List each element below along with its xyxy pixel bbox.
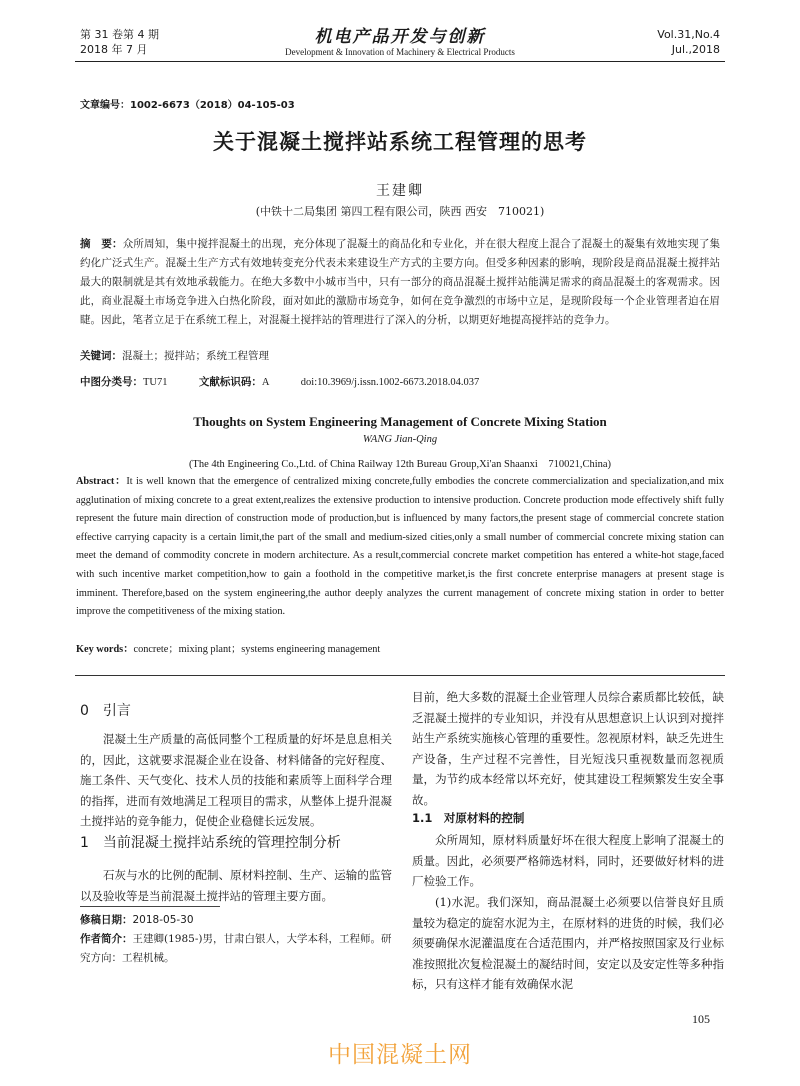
paper-title: 关于混凝土搅拌站系统工程管理的思考: [213, 130, 587, 154]
section-0-paragraph: 混凝土生产质量的高低同整个工程质量的好坏是息息相关的，因此，这就要求混凝企业在设备、材料储备的完好程度、施工条件、天气变化、技术人员的技能和素质等上面科学合理的指挥，进而有效地满足工程项目的需求，从整体上提升混凝土搅拌站的竞争能力，促使企业稳健长远发展。: [80, 732, 392, 828]
english-author: WANG Jian-Qing: [362, 434, 438, 445]
english-keywords-label: Key words：: [76, 644, 134, 655]
date-en: Jul.,2018: [671, 43, 720, 56]
footnote: [80, 911, 392, 968]
journal-name-en: Development & Innovation of Machinery & Electrical Products: [285, 47, 515, 57]
english-abstract-text: It is well known that the emergence of centralized mixing concrete,fully embodies the concrete commercialization and specialization,and mix agglutination of mixing concrete to a great extent,realizes the extensive production to intensive production. Concrete production mode effectively shift fully represent the future main direction of construction mode of production,but is influenced by many factors,the present stage of commercial concrete station effective carrying capacity is a certain limit,the part of the small and medium-sized cities,only a small number of commercial concrete mixing station can meet the demand of commodity concrete in modern architecture. As a result,commercial concrete market competition has entered a white-hot stage,faced with such incentive market competition,how to gain a foothold in the competitive market,is the first concrete enterprise managers at present stage is imminent. Therefore,based on the system engineering,the author deeply analyzes the current management of concrete mixing station in order to better improve the competitiveness of the mixing station.: [76, 476, 724, 618]
section-1-1-paragraph-2: (1)水泥。我们深知，商品混凝土必须要以信誉良好且质量较为稳定的旋窑水泥为主，在原材料的进货的时候，我们必须要确保水泥灌温度在合适范围内，并严格按照国家及行业标准按照批次复检混凝土的凝结时间，安定以及安定性等多种指标，只有这样才能有效确保水泥: [412, 895, 724, 991]
doi: doi:10.3969/j.issn.1002-6673.2018.04.037: [300, 377, 480, 388]
section-1-paragraph: 石灰与水的比例的配制、原材料控制、生产、运输的监管以及验收等是当前混凝土搅拌站的管理主要方面。: [80, 868, 392, 903]
doc-code-label: 文献标识码：: [198, 376, 262, 388]
right-paragraph-1: 目前，绝大多数的混凝土企业管理人员综合素质都比较低，缺乏混凝土搅拌的专业知识，并没有从思想意识上认识到对搅拌站生产系统实施核心管理的重要性。忽视原材料，缺乏先进生产设备，生产过程不完善性，目光短浅只重视数量而忽视质量，为节约成本经常以坏充好，使其建设工程频繁发生安全事故。: [412, 690, 724, 807]
section-1-1-heading: 1.1 对原材料的控制: [412, 811, 525, 825]
journal-name-cn: 机电产品开发与创新: [314, 27, 486, 47]
header-right: [657, 27, 720, 57]
abstract-cn: [80, 235, 720, 330]
date-cn: 2018 年 7 月: [80, 43, 148, 56]
section-0-heading: 0 引言: [80, 703, 131, 719]
clc-label: 中图分类号：: [80, 376, 143, 388]
english-abstract-label: Abstract：: [76, 476, 127, 487]
received-date: 2018-05-30: [132, 914, 194, 926]
english-affiliation: (The 4th Engineering Co.,Ltd. of China Railway 12th Bureau Group,Xi'an Shaanxi 710021,China): [188, 459, 612, 470]
keywords-label: 关键词：: [80, 350, 122, 362]
classification-line: [80, 374, 493, 389]
bio-label: 作者简介：: [80, 933, 133, 945]
affiliation: (中铁十二局集团 第四工程有限公司，陕西 西安 710021): [255, 205, 545, 218]
section-1-heading: 1 当前混凝土搅拌站系统的管理控制分析: [80, 835, 341, 851]
clc-value: TU71: [143, 377, 168, 388]
article-number: 文章编号：1002-6673（2018）04-105-03: [80, 100, 295, 111]
section-rule: [75, 675, 725, 676]
received-label: 修稿日期：: [80, 914, 133, 926]
keywords-cn: [80, 348, 269, 363]
volume-cn: 第 31 卷第 4 期: [80, 28, 159, 41]
page-number: 105: [692, 1012, 710, 1026]
english-abstract: [76, 473, 724, 622]
abstract-text: 众所周知，集中搅拌混凝土的出现，充分体现了混凝土的商品化和专业化，并在很大程度上混合了混凝土的凝集有效地实现了集约化广泛式生产。混凝土生产方式有效地转变充分代表未来建设生产方式的主要方向。但受多种因素的影响，现阶段是商品混凝土搅拌站最大的限制就是其有效地承载能力。在绝大多数中小城市当中，只有一部分的商品混凝土搅拌站能满足需求的商品混凝土的客观需求。因此，商业混凝土市场竞争进入白热化阶段，面对如此的激励市场竞争，如何在竞争激烈的市场中立足，是现阶段每一个企业管理者迫在眉睫。因此，笔者立足于在系统工程上，对混凝土搅拌站的管理进行了深入的分析，以期更好地提高搅拌站的竞争力。: [80, 238, 721, 326]
author-name: 王建卿: [376, 183, 424, 199]
volume-en: Vol.31,No.4: [657, 28, 720, 41]
english-keywords: [76, 640, 380, 655]
english-title: Thoughts on System Engineering Management of Concrete Mixing Station: [193, 414, 607, 429]
footnote-rule: [80, 906, 220, 907]
doc-code-value: A: [261, 377, 270, 388]
english-keywords-text: concrete；mixing plant；systems engineering management: [133, 644, 381, 655]
section-1-1-paragraph-1: 众所周知，原材料质量好坏在很大程度上影响了混凝土的质量。因此，必须要严格筛选材料，同时，还要做好材料的进厂检验工作。: [412, 833, 724, 888]
watermark: 中国混凝土网: [328, 1042, 472, 1068]
keywords-text: 混凝土；搅拌站；系统工程管理: [122, 350, 269, 362]
abstract-label: 摘 要：: [80, 238, 123, 250]
header-rule: [75, 61, 725, 62]
bio-text: 王建卿(1985-)男，甘肃白银人，大学本科，工程师。研究方向：工程机械。: [80, 933, 392, 964]
